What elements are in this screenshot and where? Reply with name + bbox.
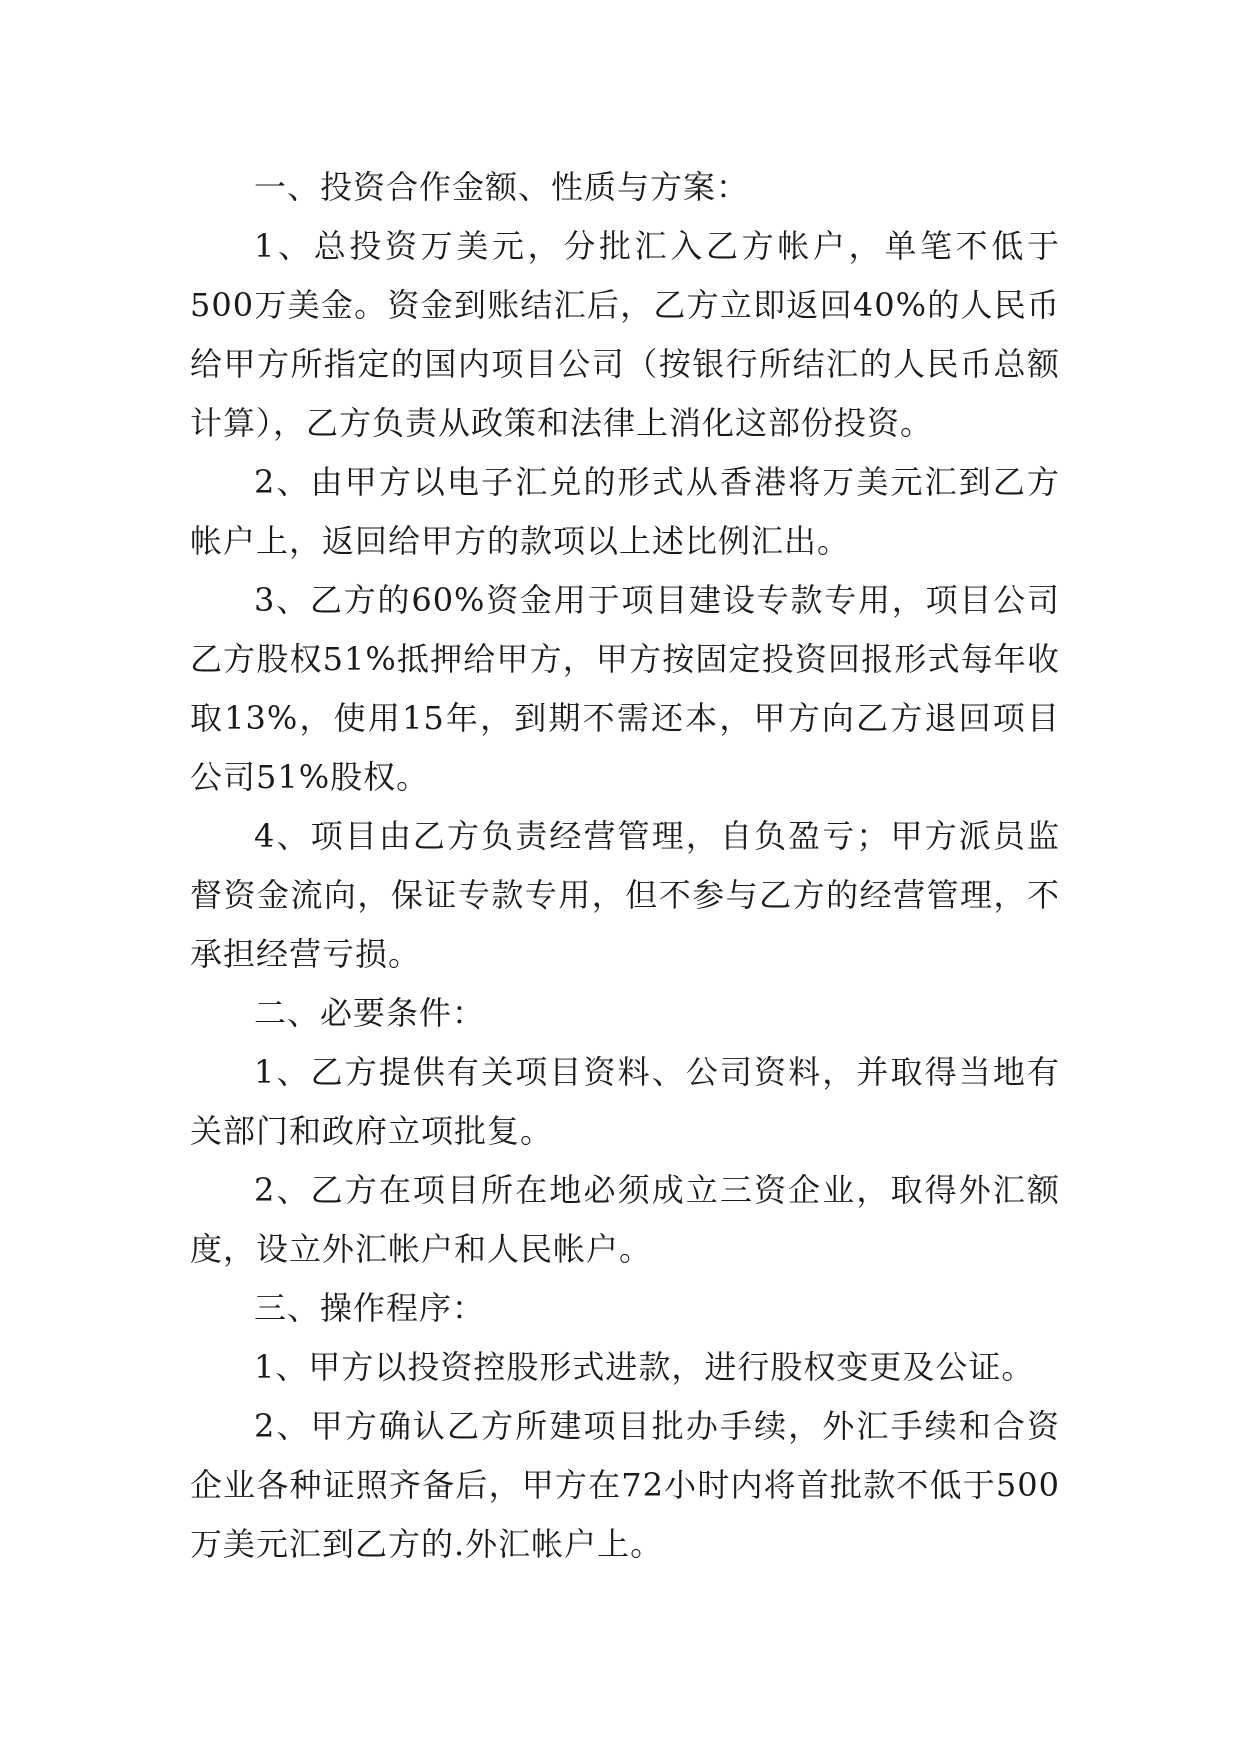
- section-heading-procedure: 三、操作程序：: [254, 1289, 486, 1327]
- clause-conditions-1: 1、乙方提供有关项目资料、公司资料，并取得当地有关部门和政府立项批复。: [190, 1053, 1060, 1150]
- section-heading-investment: 一、投资合作金额、性质与方案：: [254, 168, 750, 206]
- clause-procedure-2: 2、甲方确认乙方所建项目批办手续，外汇手续和合资企业各种证照齐备后，甲方在72小时内将首批款不低于500万美元汇到乙方的.外汇帐户上。: [190, 1407, 1060, 1563]
- document-body: [190, 158, 1060, 1574]
- clause-investment-3: 3、乙方的60%资金用于项目建设专款专用，项目公司乙方股权51%抵押给甲方，甲方按固定投资回报形式每年收取13%，使用15年，到期不需还本，甲方向乙方退回项目公司51%股权。: [190, 581, 1060, 796]
- clause-investment-4: 4、项目由乙方负责经营管理，自负盈亏；甲方派员监督资金流向，保证专款专用，但不参与乙方的经营管理，不承担经营亏损。: [190, 817, 1060, 973]
- clause-conditions-2: 2、乙方在项目所在地必须成立三资企业，取得外汇额度，设立外汇帐户和人民帐户。: [190, 1171, 1060, 1268]
- clause-procedure-1: 1、甲方以投资控股形式进款，进行股权变更及公证。: [254, 1348, 1035, 1386]
- clause-investment-1: 1、总投资万美元，分批汇入乙方帐户，单笔不低于500万美金。资金到账结汇后，乙方立即返回40%的人民币给甲方所指定的国内项目公司（按银行所结汇的人民币总额计算），乙方负责从政策和法律上消化这部份投资。: [190, 227, 1060, 442]
- clause-investment-2: 2、由甲方以电子汇兑的形式从香港将万美元汇到乙方帐户上，返回给甲方的款项以上述比例汇出。: [190, 463, 1060, 560]
- section-heading-conditions: 二、必要条件：: [254, 994, 486, 1032]
